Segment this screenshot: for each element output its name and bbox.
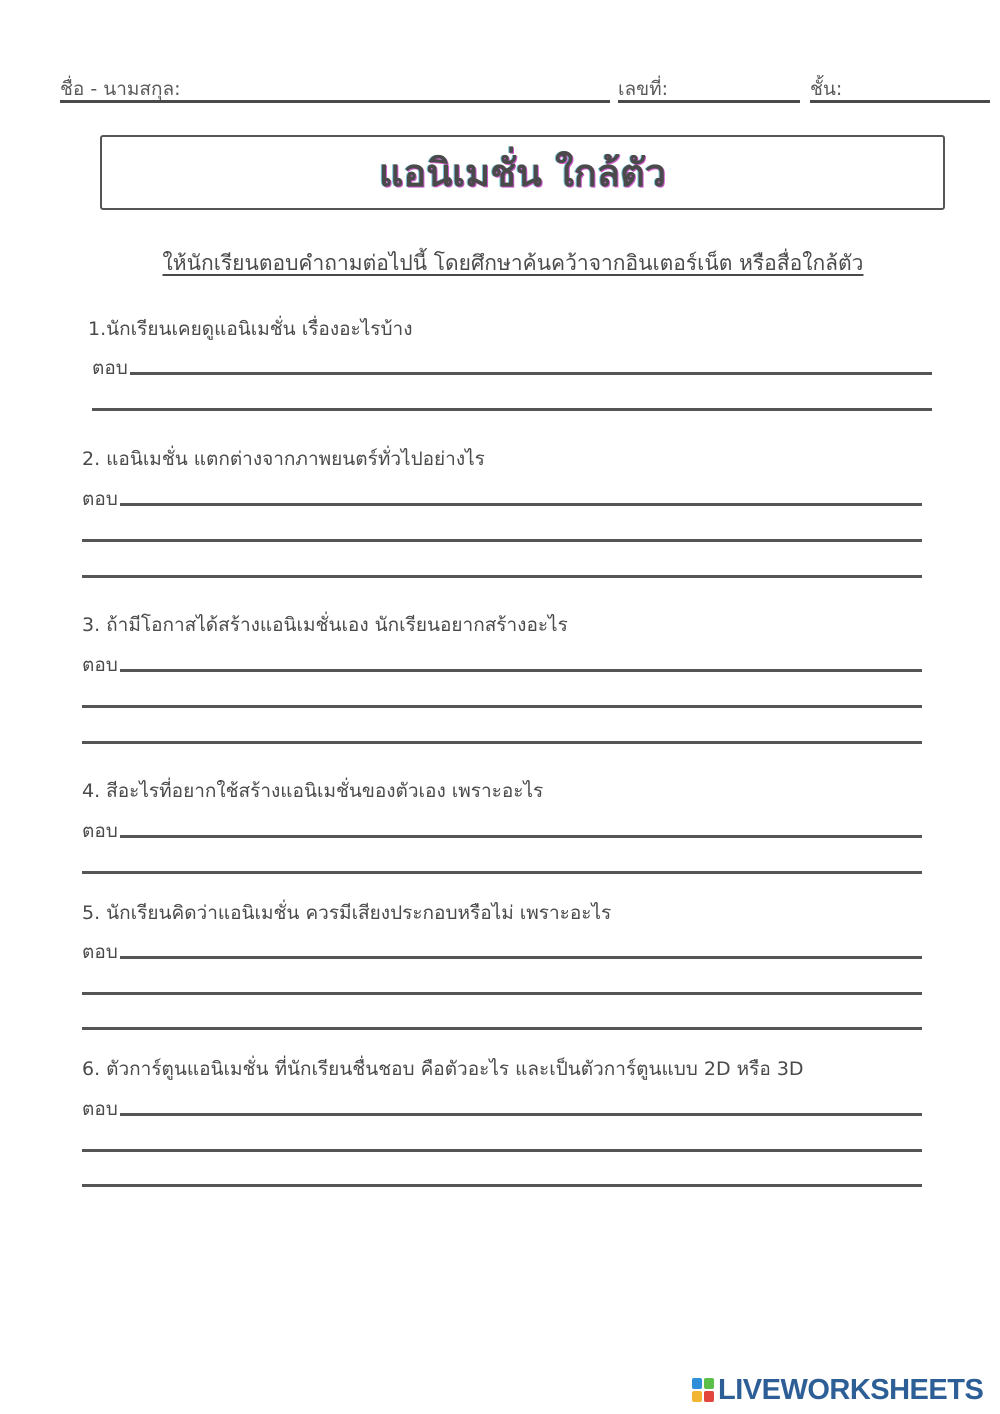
answer-label-4: ตอบ xyxy=(82,820,118,842)
answer-line-5b[interactable] xyxy=(82,992,922,995)
answer-line-6b[interactable] xyxy=(82,1149,922,1152)
logo-mark-square xyxy=(692,1378,702,1389)
answer-line-2a[interactable] xyxy=(120,503,922,506)
answer-line-3b[interactable] xyxy=(82,705,922,708)
answer-line-5a[interactable] xyxy=(120,956,922,959)
class-input-line[interactable] xyxy=(810,100,990,103)
logo-text: LIVEWORKSHEETS xyxy=(718,1373,984,1406)
logo-mark-icon xyxy=(692,1378,714,1402)
question-2: 2. แอนิเมชั่น แตกต่างจากภาพยนตร์ทั่วไปอย่างไร xyxy=(82,448,485,470)
answer-line-2c[interactable] xyxy=(82,575,922,578)
answer-label-5: ตอบ xyxy=(82,941,118,963)
answer-label-2: ตอบ xyxy=(82,488,118,510)
question-3: 3. ถ้ามีโอกาสได้สร้างแอนิเมชั่นเอง นักเรียนอยากสร้างอะไร xyxy=(82,614,568,636)
logo-mark-square xyxy=(692,1391,702,1402)
class-label: ชั้น: xyxy=(810,78,843,100)
answer-line-4b[interactable] xyxy=(82,871,922,874)
answer-line-3a[interactable] xyxy=(120,669,922,672)
answer-line-1a[interactable] xyxy=(130,372,932,375)
answer-line-6c[interactable] xyxy=(82,1184,922,1187)
number-label: เลขที่: xyxy=(618,78,669,100)
name-label: ชื่อ - นามสกุล: xyxy=(60,78,181,100)
worksheet-title: แอนิเมชั่น ใกล้ตัว xyxy=(378,150,667,195)
answer-line-1b[interactable] xyxy=(92,408,932,411)
answer-label-3: ตอบ xyxy=(82,654,118,676)
question-1: 1.นักเรียนเคยดูแอนิเมชั่น เรื่องอะไรบ้าง xyxy=(88,318,413,340)
answer-line-6a[interactable] xyxy=(120,1113,922,1116)
question-6: 6. ตัวการ์ตูนแอนิเมชั่น ที่นักเรียนชื่นชอบ คือตัวอะไร และเป็นตัวการ์ตูนแบบ 2D หรือ 3D xyxy=(82,1058,804,1080)
answer-label-6: ตอบ xyxy=(82,1098,118,1120)
number-input-line[interactable] xyxy=(618,100,800,103)
title-box xyxy=(100,135,945,210)
question-4: 4. สีอะไรที่อยากใช้สร้างแอนิเมชั่นของตัวเอง เพราะอะไร xyxy=(82,780,544,802)
name-input-line[interactable] xyxy=(60,100,610,103)
answer-line-3c[interactable] xyxy=(82,741,922,744)
question-5: 5. นักเรียนคิดว่าแอนิเมชั่น ควรมีเสียงประกอบหรือไม่ เพราะอะไร xyxy=(82,902,612,924)
logo-mark-square xyxy=(704,1378,714,1389)
answer-line-5c[interactable] xyxy=(82,1027,922,1030)
liveworksheets-logo[interactable] xyxy=(692,1374,988,1406)
answer-label-1: ตอบ xyxy=(92,357,128,379)
instruction-text: ให้นักเรียนตอบคำถามต่อไปนี้ โดยศึกษาค้นคว้าจากอินเตอร์เน็ต หรือสื่อใกล้ตัว xyxy=(162,251,864,275)
logo-mark-square xyxy=(704,1391,714,1402)
answer-line-2b[interactable] xyxy=(82,539,922,542)
answer-line-4a[interactable] xyxy=(120,835,922,838)
